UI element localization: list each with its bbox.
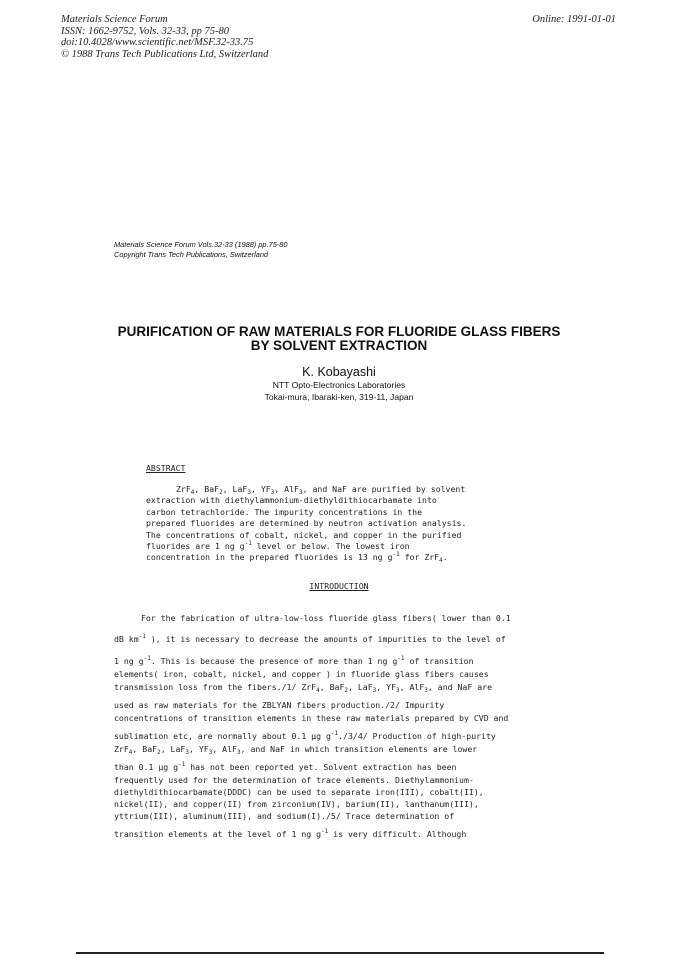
publication-note <box>114 240 288 260</box>
affiliation <box>0 380 678 403</box>
issn-line: ISSN: 1662-9752, Vols. 32-33, pp 75-80 <box>61 25 229 37</box>
abstract-line: ZrF$_4$, BaF$_2$, LaF$_3$, $YF_3$, AlF$_3$, and NaF are purified by solvent <box>176 484 466 496</box>
abstract-line: fluorides are 1 ng $g^{-1}$ level or below. The lowest iron <box>146 540 410 552</box>
author-name: K. Kobayashi <box>302 365 376 379</box>
introduction-line: For the fabrication of ultra-low-loss fluoride glass fibers( lower than 0.1 <box>141 613 511 623</box>
abstract-body <box>146 484 466 564</box>
introduction-line: dB $km^{-1}$ ), it is necessary to decrease the amounts of impurities to the level of <box>114 633 506 644</box>
affiliation-line-1: NTT Opto-Electronics Laboratories <box>272 380 406 390</box>
introduction-line: used as raw materials for the ZBLYAN fibers production./2/ Impurity <box>114 700 445 710</box>
publication-copyright: Copyright Trans Tech Publications, Switzerland <box>114 250 269 259</box>
introduction-heading: INTRODUCTION <box>309 581 369 591</box>
page-bottom-rule <box>76 952 604 954</box>
abstract-line: concentration in the prepared fluorides is 13 ng $g^{-1}$ for ZrF$_4$. <box>146 551 448 565</box>
paper-title <box>0 325 678 353</box>
title-line-2: BY SOLVENT EXTRACTION <box>250 338 428 353</box>
introduction-line: concentrations of transition elements in these raw materials prepared by CVD and <box>114 713 509 723</box>
publication-volume: Materials Science Forum Vols.32-33 (1988) pp.75-80 <box>114 240 288 249</box>
abstract-line: The concentrations of cobalt, nickel, and copper in the purified <box>146 529 462 540</box>
introduction-line: ZrF$_4$, BaF$_2$, LaF$_3$, $YF_3$, AlF$_3$, and NaF in which transition elements are lower <box>114 744 478 756</box>
introduction-line: yttrium(III), aluminum(III), and sodium(I)./5/ Trace determination of <box>114 811 455 821</box>
introduction-line: nickel(II), and copper(II) from zirconium(IV), barium(II), lanthanum(III), <box>114 799 479 809</box>
copyright-line: © 1988 Trans Tech Publications Ltd, Switzerland <box>61 48 269 60</box>
citation-header <box>61 14 268 60</box>
abstract-line: carbon tetrachloride. The impurity concentrations in the <box>146 506 423 517</box>
introduction-line: than 0.1 µg $g^{-1}$ has not been reported yet. Solvent extraction has been <box>114 761 457 772</box>
introduction-line: elements( iron, cobalt, nickel, and copper ) in fluoride glass fibers causes <box>114 669 489 679</box>
introduction-line: transition elements at the level of 1 ng $g^{-1}$ is very difficult. Although <box>114 828 467 839</box>
introduction-line: frequently used for the determination of trace elements. Diethylammonium- <box>114 775 474 785</box>
introduction-line: 1 ng $g^{-1}$. This is because the presence of more than 1 ng $g^{-1}$ of transition <box>114 655 474 666</box>
title-line-1: PURIFICATION OF RAW MATERIALS FOR FLUORIDE GLASS FIBERS <box>117 324 561 339</box>
doi-line: doi:10.4028/www.scientific.net/MSF.32-33.75 <box>61 37 254 48</box>
introduction-line: sublimation etc, are normally about 0.1 µg $g^{-1}./3/4/$ Production of high-purity <box>114 730 496 741</box>
introduction-heading-row <box>0 581 678 591</box>
introduction-line: diethyldithiocarbamate(DDDC) can be used to separate iron(III), cobalt(II), <box>114 787 484 797</box>
abstract-line: prepared fluorides are determined by neutron activation analysis. <box>146 518 467 529</box>
journal-name: Materials Science Forum <box>61 14 168 25</box>
introduction-line: transmission loss from the fibers./1/ ZrF$_4$, BaF$_2$, LaF$_3$, $YF_3$, AlF$_3$, and NaF are <box>114 682 493 694</box>
abstract-heading: ABSTRACT <box>146 463 186 473</box>
affiliation-line-2: Tokai-mura, Ibaraki-ken, 319-11, Japan <box>264 391 414 402</box>
online-date: Online: 1991-01-01 <box>532 14 616 25</box>
abstract-line: extraction with diethylammonium-diethyldithiocarbamate into <box>146 495 437 506</box>
